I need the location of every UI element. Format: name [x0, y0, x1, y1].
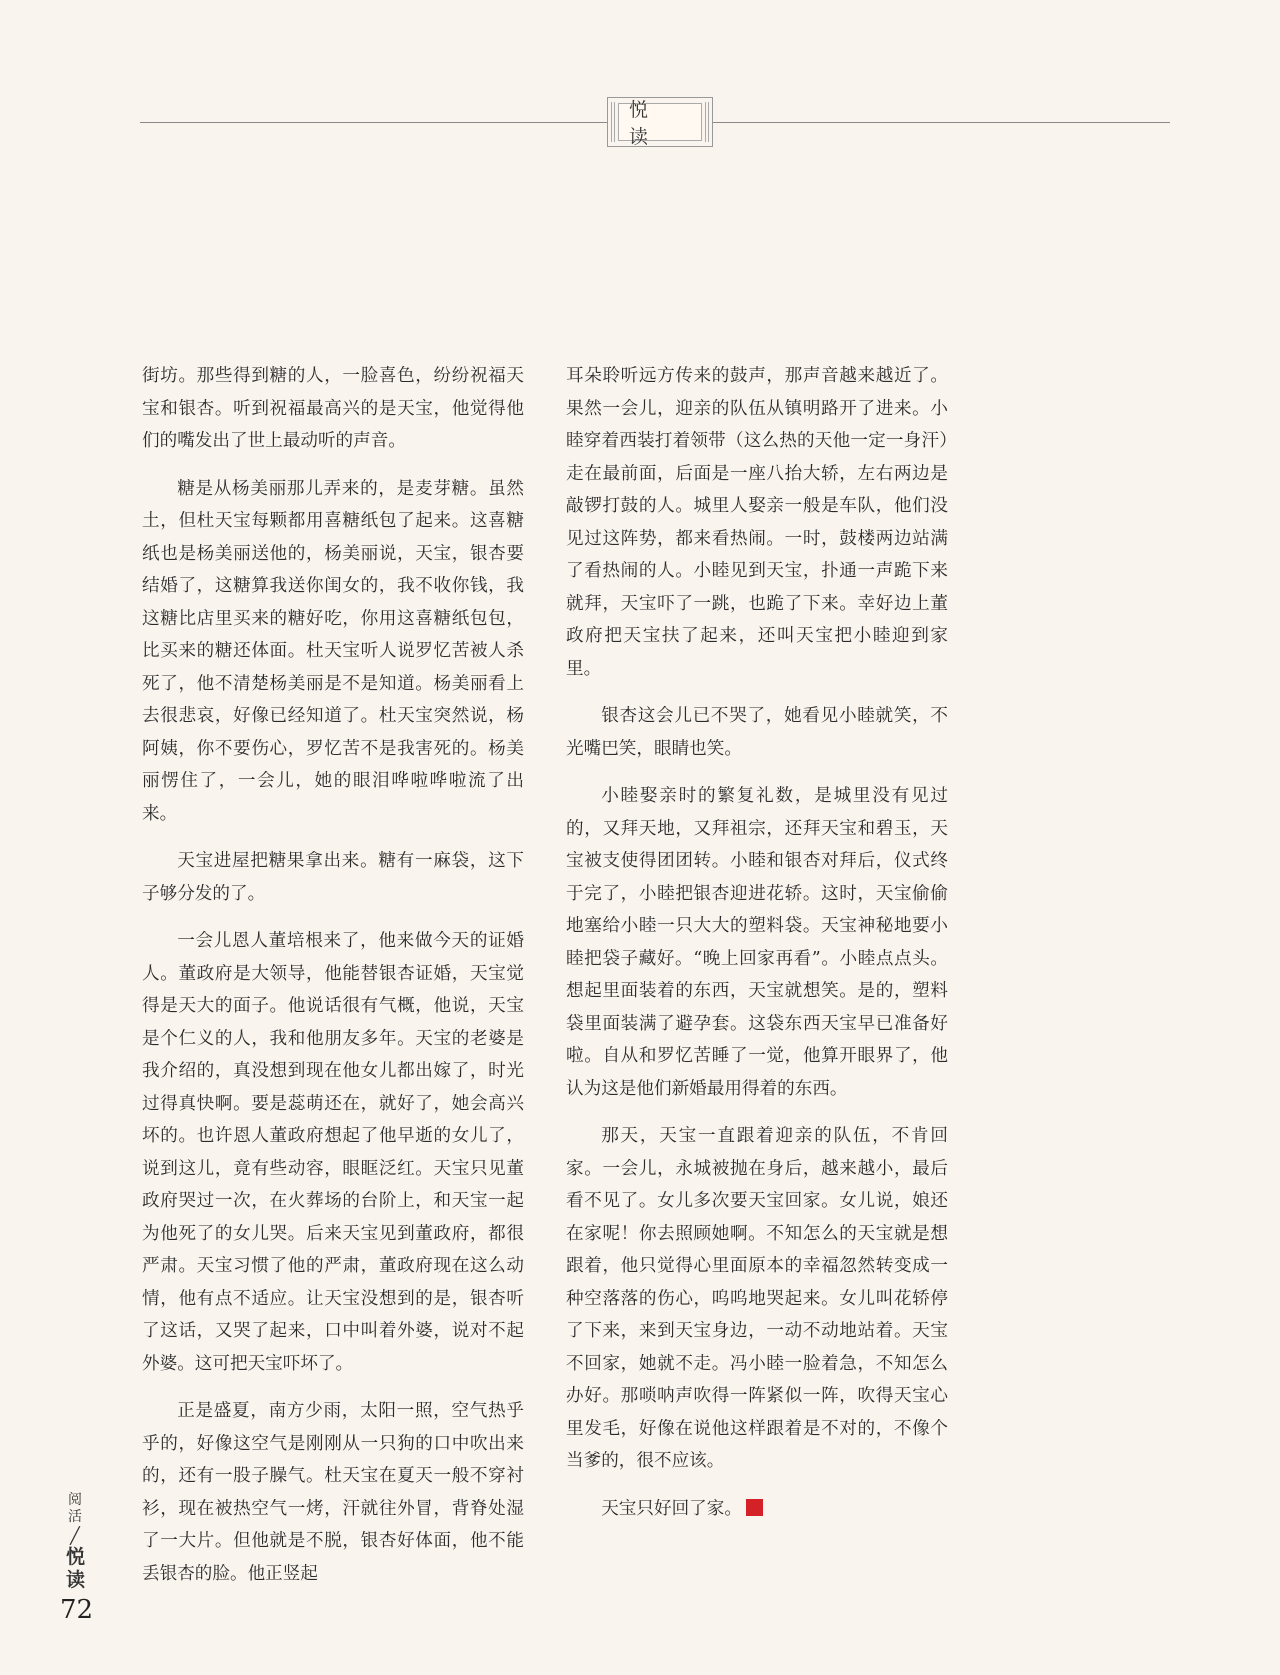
badge-decoration — [611, 102, 612, 142]
paragraph: 正是盛夏，南方少雨，太阳一照，空气热乎乎的，好像这空气是刚刚从一只狗的口中吹出来的，还有一股子臊气。杜天宝在夏天一般不穿衬衫，现在被热空气一烤，汗就往外冒，背脊处湿了一大片。但他就是不脱，银杏好体面，他不能丢银杏的脸。他正竖起 — [142, 1401, 524, 1584]
article-column-right — [566, 360, 948, 1540]
section-title: 悦 读 — [618, 103, 702, 141]
final-paragraph — [566, 1493, 948, 1526]
magazine-name: 阅活 — [68, 1492, 82, 1525]
paragraph: 小睦娶亲时的繁复礼数，是城里没有见过的，又拜天地，又拜祖宗，还拜天宝和碧玉，天宝被支使得团团转。小睦和银杏对拜后，仪式终于完了，小睦把银杏迎进花轿。这时，天宝偷偷地塞给小睦一只大大的塑料袋。天宝神秘地要小睦把袋子藏好。“晚上回家再看”。小睦点点头。想起里面装着的东西，天宝就想笑。是的，塑料袋里面装满了避孕套。这袋东西天宝早已准备好啦。自从和罗忆苦睡了一觉，他算开眼界了，他认为这是他们新婚最用得着的东西。 — [566, 786, 948, 1099]
paragraph: 天宝进屋把糖果拿出来。糖有一麻袋，这下子够分发的了。 — [142, 851, 524, 904]
paragraph-text: 天宝只好回了家。 — [601, 1498, 742, 1519]
section-header-badge — [607, 97, 713, 147]
end-of-article-mark — [746, 1499, 763, 1516]
paragraph: 银杏这会儿已不哭了，她看见小睦就笑，不光嘴巴笑，眼睛也笑。 — [566, 706, 948, 759]
paragraph: 街坊。那些得到糖的人，一脸喜色，纷纷祝福天宝和银杏。听到祝福最高兴的是天宝，他觉得他们的嘴发出了世上最动听的声音。 — [142, 366, 524, 451]
section-name: 悦读 — [66, 1546, 86, 1591]
badge-decoration — [614, 102, 615, 142]
sidebar-section-label — [66, 1492, 84, 1592]
paragraph: 糖是从杨美丽那儿弄来的，是麦芽糖。虽然土，但杜天宝每颗都用喜糖纸包了起来。这喜糖纸也是杨美丽送他的，杨美丽说，天宝，银杏要结婚了，这糖算我送你闺女的，我不收你钱，我这糖比店里买来的糖好吃，你用这喜糖纸包包，比买来的糖还体面。杜天宝听人说罗忆苦被人杀死了，他不清楚杨美丽是不是知道。杨美丽看上去很悲哀，好像已经知道了。杜天宝突然说，杨阿姨，你不要伤心，罗忆苦不是我害死的。杨美丽愣住了，一会儿，她的眼泪哗啦哗啦流了出来。 — [142, 478, 524, 824]
article-column-left — [142, 360, 524, 1605]
paragraph: 耳朵聆听远方传来的鼓声，那声音越来越近了。果然一会儿，迎亲的队伍从镇明路开了进来。小睦穿着西装打着领带（这么热的天他一定一身汗）走在最前面，后面是一座八抬大轿，左右两边是敲锣打鼓的人。城里人娶亲一般是车队，他们没见过这阵势，都来看热闹。一时，鼓楼两边站满了看热闹的人。小睦见到天宝，扑通一声跪下来就拜，天宝吓了一跳，也跪了下来。幸好边上董政府把天宝扶了起来，还叫天宝把小睦迎到家里。 — [566, 366, 948, 679]
separator: ╱ — [70, 1526, 80, 1545]
header-divider-right — [710, 122, 1170, 123]
paragraph: 那天，天宝一直跟着迎亲的队伍，不肯回家。一会儿，永城被抛在身后，越来越小，最后看不见了。女儿多次要天宝回家。女儿说，娘还在家呢！你去照顾她啊。不知怎么的天宝就是想跟着，他只觉得心里面原本的幸福忽然转变成一种空落落的伤心，呜呜地哭起来。女儿叫花轿停了下来，来到天宝身边，一动不动地站着。天宝不回家，她就不走。冯小睦一脸着急，不知怎么办好。那唢呐声吹得一阵紧似一阵，吹得天宝心里发毛，好像在说他这样跟着是不对的，不像个当爹的，很不应该。 — [566, 1126, 948, 1471]
badge-decoration — [708, 102, 709, 142]
badge-decoration — [705, 102, 706, 142]
header-divider-left — [140, 122, 610, 123]
paragraph: 一会儿恩人董培根来了，他来做今天的证婚人。董政府是大领导，他能替银杏证婚，天宝觉得是天大的面子。他说话很有气概，他说，天宝是个仁义的人，我和他朋友多年。天宝的老婆是我介绍的，真没想到现在他女儿都出嫁了，时光过得真快啊。要是蕊萌还在，就好了，她会高兴坏的。也许恩人董政府想起了他早逝的女儿了，说到这儿，竟有些动容，眼眶泛红。天宝只见董政府哭过一次，在火葬场的台阶上，和天宝一起为他死了的女儿哭。后来天宝见到董政府，都很严肃。天宝习惯了他的严肃，董政府现在这么动情，他有点不适应。让天宝没想到的是，银杏听了这话，又哭了起来，口中叫着外婆，说对不起外婆。这可把天宝吓坏了。 — [142, 931, 524, 1374]
page-number: 72 — [60, 1595, 94, 1625]
